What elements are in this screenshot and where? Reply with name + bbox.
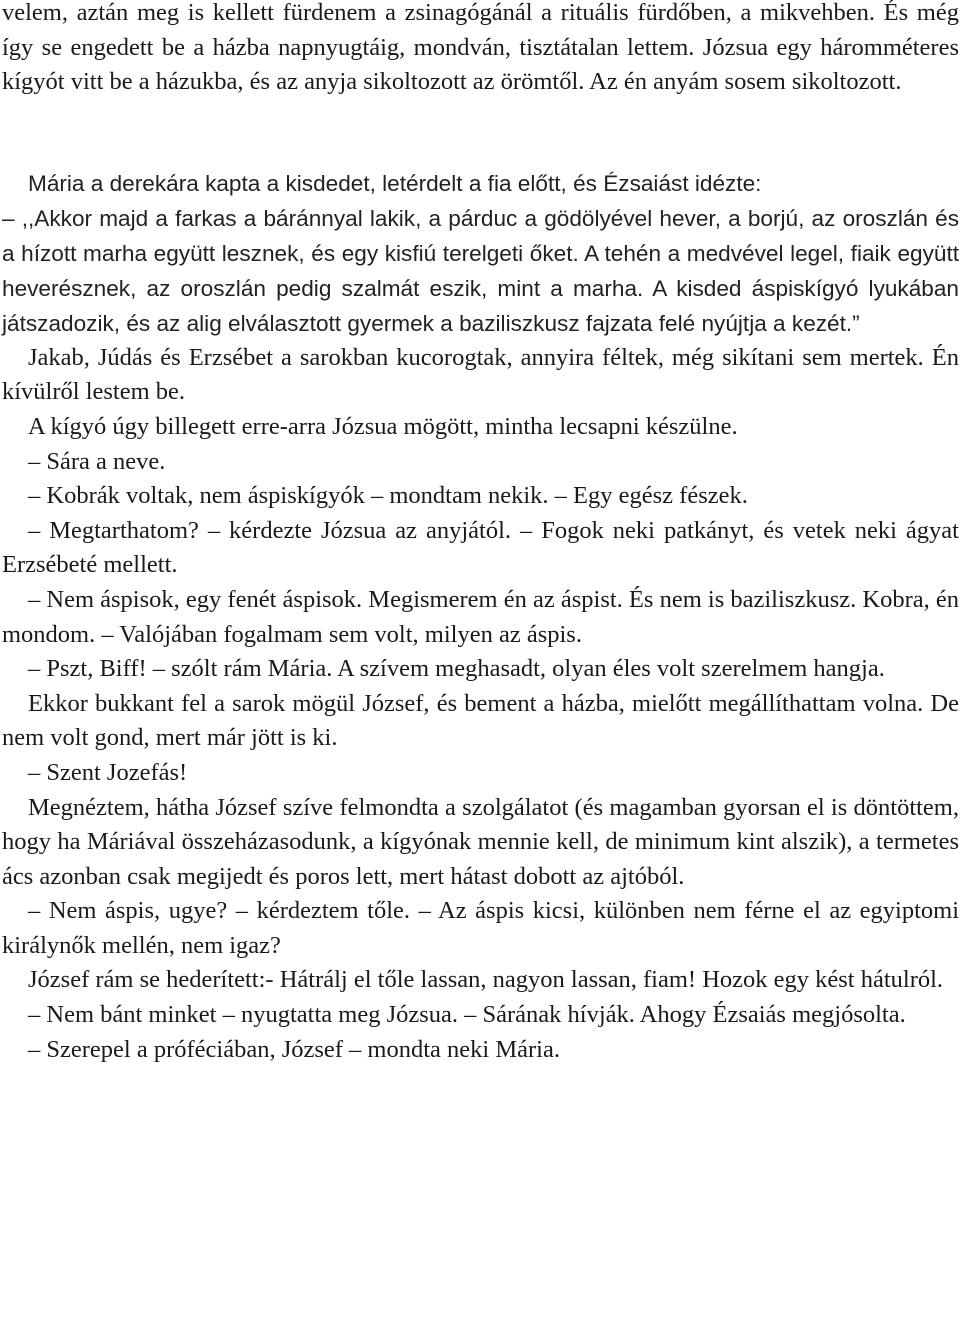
dialogue-line: – Megtarthatom? – kérdezte Józsua az anyjától. – Fogok neki patkányt, és vetek neki ágyat Erzsébeté mellett.	[2, 516, 959, 579]
paragraph-isaiah-quote: – ,,Akkor majd a farkas a báránnyal lakik, a párduc a gödölyével hever, a borjú, az oroszlán és a hízott marha együtt lesznek, és egy kisfiú terelgeti őket. A tehén a medvével legel, fiaik együtt heverésznek, az oroszlán pedig szalmát eszik, mint a marha. A kisded áspiskígyó lyukában játszadozik, és az alig elválasztott gyermek a baziliszkusz fajzata felé nyújtja a kezét.”	[2, 205, 959, 336]
paragraph: Jakab, Júdás és Erzsébet a sarokban kucorogtak, annyira féltek, még sikítani sem mertek. Én kívülről lestem be.	[2, 343, 959, 406]
paragraph-opening: velem, aztán meg is kellett fürdenem a zsinagógánál a rituális fürdőben, a mikvehben. És még így se engedett be a házba napnyugtáig, mondván, tisztátalan lettem. Józsua egy háromméteres kígyót vitt be a házukba, és az anyja sikoltozott az örömtől. Az én anyám sosem sikoltozott.	[2, 0, 959, 96]
dialogue-line: – Pszt, Biff! – szólt rám Mária. A szívem meghasadt, olyan éles volt szerelmem hangja.	[28, 655, 885, 683]
paragraph: Ekkor bukkant fel a sarok mögül József, és bement a házba, mielőtt megállíthattam volna. De nem volt gond, mert már jött is ki.	[2, 689, 959, 752]
paragraph-maria-quote-intro: Mária a derekára kapta a kisdedet, letérdelt a fia előtt, és Ézsaiást idézte:	[28, 170, 762, 196]
dialogue-line: – Nem áspis, ugye? – kérdeztem tőle. – Az áspis kicsi, különben nem férne el az egyiptomi királynők mellén, nem igaz?	[2, 897, 959, 959]
dialogue-line: – Szerepel a próféciában, József – mondta neki Mária.	[28, 1035, 560, 1063]
dialogue-line: – Nem bánt minket – nyugtatta meg Józsua. – Sárának hívják. Ahogy Ézsaiás megjósolta.	[28, 1001, 906, 1029]
dialogue-line: – Nem áspisok, egy fenét áspisok. Megismerem én az áspist. És nem is baziliszkusz. Kobra, én mondom. – Valójában fogalmam sem volt, milyen az áspis.	[2, 585, 959, 648]
dialogue-line: – Szent Jozefás!	[28, 758, 188, 786]
paragraph: A kígyó úgy billegett erre-arra Józsua mögött, mintha lecsapni készülne.	[28, 412, 738, 440]
paragraph: Megnéztem, hátha József szíve felmondta a szolgálatot (és magamban gyorsan el is döntöttem, hogy ha Máriával összeházasodunk, a kígyónak mennie kell, de minimum kint alszik), a termetes ács azonban csak megijedt és poros lett, mert hátast dobott az ajtóból.	[2, 793, 959, 890]
paragraph: József rám se hederített:- Hátrálj el tőle lassan, nagyon lassan, fiam! Hozok egy kést hátulról.	[28, 966, 944, 994]
dialogue-line: – Kobrák voltak, nem áspiskígyók – mondtam nekik. – Egy egész fészek.	[28, 482, 748, 510]
dialogue-line: – Sára a neve.	[28, 447, 166, 475]
